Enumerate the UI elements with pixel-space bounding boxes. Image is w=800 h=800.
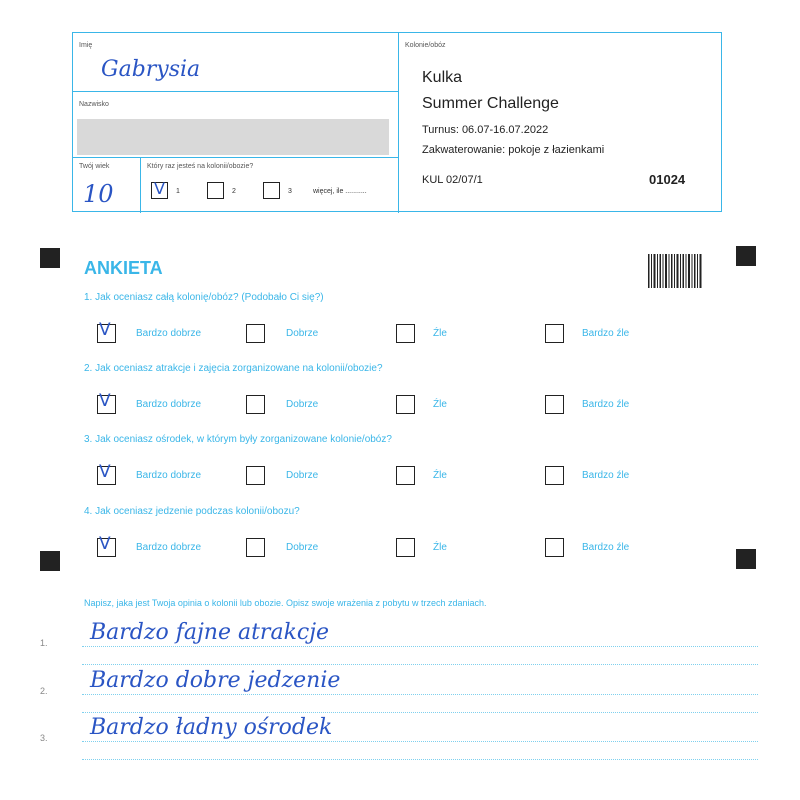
dotted-writing-line [82,759,758,760]
barcode-icon [648,254,702,288]
check-mark-icon: V [99,320,111,340]
rating-option-label: Źle [433,328,447,339]
rating-option-label: Bardzo dobrze [136,542,202,553]
check-mark-icon: V [154,179,165,198]
registration-marker-top-right [736,246,756,266]
visit-count-label: Który raz jesteś na kolonii/obozie? [147,163,254,170]
check-mark-icon: V [99,391,111,411]
rating-option-label: Bardzo źle [582,542,630,553]
question-text: 4. Jak oceniasz jedzenie podczas kolonii/obozu? [84,506,300,517]
rating-checkbox[interactable] [545,395,564,414]
first-name-label: Imię [79,42,93,49]
dotted-writing-line [82,646,758,647]
visit-count-option-3: 3 [288,188,292,195]
rating-checkbox[interactable] [396,466,415,485]
opinion-line-number: 3. [40,733,48,743]
visit-count-option-1: 1 [176,188,180,195]
dotted-writing-line [82,741,758,742]
rating-checkbox[interactable] [246,538,265,557]
rating-checkbox[interactable] [97,320,116,343]
dotted-writing-line [82,694,758,695]
rating-option-label: Bardzo źle [582,470,630,481]
redacted-last-name [77,119,389,155]
form-number: 01024 [649,172,686,187]
last-name-label: Nazwisko [79,101,109,108]
visit-count-field [141,158,399,213]
rating-checkbox[interactable] [246,324,265,343]
rating-checkbox[interactable] [545,538,564,557]
opinion-answer[interactable]: Bardzo fajne atrakcje [90,620,330,645]
rating-checkbox[interactable] [396,538,415,557]
age-field[interactable] [73,158,141,213]
rating-checkbox[interactable] [246,466,265,485]
rating-checkbox[interactable] [97,534,116,557]
camp-accommodation: Zakwaterowanie: pokoje z łazienkami [422,144,605,156]
check-mark-icon: V [99,462,111,482]
rating-checkbox[interactable] [97,462,116,485]
opinion-line-number: 1. [40,638,48,648]
rating-checkbox[interactable] [396,395,415,414]
age-label: Twój wiek [79,163,110,170]
rating-option-label: Źle [433,542,447,553]
first-name-field[interactable] [73,33,399,92]
rating-checkbox[interactable] [545,466,564,485]
rating-option-label: Dobrze [286,399,319,410]
first-name-value: Gabrysia [101,57,201,82]
opinion-answer[interactable]: Bardzo dobre jedzenie [90,668,341,693]
rating-option-label: Bardzo źle [582,328,630,339]
camper-info-header [72,32,722,212]
camp-label: Kolonie/obóz [405,42,446,49]
visit-count-option-2: 2 [232,188,236,195]
rating-option-label: Bardzo źle [582,399,630,410]
visit-count-checkbox-2[interactable] [207,182,224,199]
visit-count-checkbox-1[interactable] [151,179,168,199]
camp-program: Summer Challenge [422,95,559,112]
registration-marker-top-left [40,248,60,268]
question-text: 1. Jak oceniasz całą kolonię/obóz? (Podobało Ci się?) [84,292,324,303]
rating-checkbox[interactable] [97,391,116,414]
camp-info-panel [399,33,723,213]
question-text: 2. Jak oceniasz atrakcje i zajęcia zorganizowane na kolonii/obozie? [84,363,383,374]
rating-checkbox[interactable] [246,395,265,414]
rating-option-label: Źle [433,399,447,410]
dotted-writing-line [82,712,758,713]
opinion-prompt: Napisz, jaka jest Twoja opinia o kolonii lub obozie. Opisz swoje wrażenia z pobytu w trzech zdaniach. [84,598,487,608]
rating-option-label: Bardzo dobrze [136,470,202,481]
question-text: 3. Jak oceniasz ośrodek, w którym były zorganizowane kolonie/obóz? [84,434,392,445]
camp-name: Kulka [422,69,463,86]
rating-option-label: Dobrze [286,328,319,339]
dotted-writing-line [82,664,758,665]
rating-option-label: Bardzo dobrze [136,399,202,410]
rating-checkbox[interactable] [396,324,415,343]
opinion-line-number: 2. [40,686,48,696]
opinion-answer[interactable]: Bardzo ładny ośrodek [90,715,333,740]
visit-count-more: więcej, ile ........... [313,188,367,195]
rating-option-label: Dobrze [286,542,319,553]
rating-option-label: Dobrze [286,470,319,481]
camp-turnus: Turnus: 06.07-16.07.2022 [422,124,549,136]
camp-code: KUL 02/07/1 [422,174,483,186]
registration-marker-mid-left [40,551,60,571]
last-name-field[interactable] [73,92,399,158]
check-mark-icon: V [99,534,111,554]
rating-option-label: Źle [433,470,447,481]
rating-option-label: Bardzo dobrze [136,328,202,339]
rating-checkbox[interactable] [545,324,564,343]
survey-title: ANKIETA [84,258,163,278]
age-value: 10 [83,180,114,208]
visit-count-checkbox-3[interactable] [263,182,280,199]
registration-marker-mid-right [736,549,756,569]
